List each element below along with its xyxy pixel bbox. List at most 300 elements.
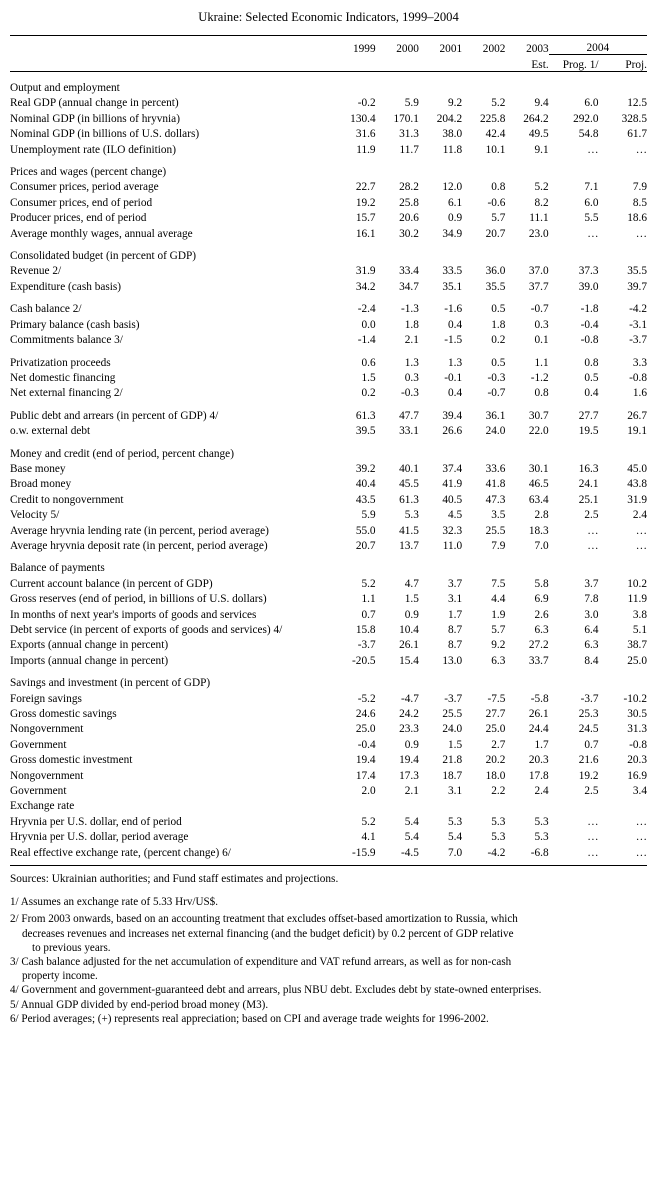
row-value: 35.5: [485, 280, 506, 293]
row-value: -0.4: [357, 738, 376, 751]
row-value: 6.3: [534, 624, 549, 636]
row-value: 7.9: [632, 181, 647, 194]
table-section-header: [10, 447, 647, 462]
row-value: 34.2: [355, 280, 376, 293]
section-blank-cell: [505, 676, 548, 691]
row-value: 31.3: [627, 723, 647, 736]
row-value: 2.4: [534, 785, 549, 798]
row-value: 19.2: [355, 196, 376, 209]
row-value: 0.4: [448, 387, 463, 400]
row-value: 23.0: [528, 227, 549, 240]
row-value: 5.3: [404, 509, 419, 522]
row-value: 7.5: [491, 577, 506, 590]
row-value: 1.5: [404, 593, 419, 606]
section-blank-cell: [599, 165, 648, 180]
header-est-label: Est.: [531, 59, 549, 71]
row-value: 7.0: [448, 846, 463, 859]
section-blank-cell: [462, 676, 505, 691]
row-value: 9.2: [448, 97, 463, 110]
header-group-2004: 2004: [549, 38, 647, 55]
row-value: 3.7: [584, 577, 599, 590]
table-row: [10, 722, 647, 737]
header-row-sub: [10, 55, 647, 72]
row-value: 8.5: [632, 196, 647, 209]
row-value: 1.5: [448, 738, 463, 751]
row-value: 41.8: [485, 478, 506, 491]
row-value: …: [587, 846, 599, 859]
row-value: 30.7: [528, 409, 549, 422]
row-value: -2.4: [357, 303, 376, 316]
table-body: [10, 81, 647, 861]
row-value: 19.1: [627, 425, 647, 438]
row-label: Average hryvnia deposit rate (in percent, period average): [10, 539, 268, 552]
table-row: [10, 96, 647, 111]
row-label: Gross domestic savings: [10, 708, 117, 721]
row-value: 3.3: [632, 356, 647, 369]
table-row: [10, 577, 647, 592]
table-row: [10, 738, 647, 753]
table-section-header: [10, 165, 647, 180]
row-value: 5.2: [361, 815, 376, 828]
table-row: [10, 524, 647, 539]
row-value: 0.8: [534, 387, 549, 400]
section-blank-cell: [376, 249, 419, 264]
header-blank-2: [10, 55, 332, 72]
row-value: 9.2: [491, 639, 506, 652]
row-value: 17.3: [399, 769, 419, 782]
row-value: 26.7: [627, 409, 647, 422]
row-value: 16.9: [627, 769, 647, 782]
row-value: 17.4: [355, 769, 376, 782]
table-spacer: [10, 402, 647, 409]
row-value: -7.5: [487, 692, 506, 705]
row-value: -4.5: [400, 846, 419, 859]
header-year-2003: 2003: [526, 42, 549, 55]
row-value: 39.5: [355, 425, 376, 438]
row-value: 37.0: [528, 265, 549, 278]
section-blank-cell: [505, 165, 548, 180]
row-value: 0.0: [361, 318, 376, 331]
row-value: 4.4: [491, 593, 506, 606]
row-value: 43.8: [627, 478, 647, 491]
row-value: 0.1: [534, 334, 549, 347]
section-blank-cell: [419, 447, 462, 462]
row-value: 33.4: [399, 265, 419, 278]
section-blank-cell: [505, 561, 548, 576]
row-value: 16.1: [355, 227, 376, 240]
row-value: 20.3: [528, 754, 549, 767]
row-value: 3.0: [584, 608, 599, 621]
row-label: Cash balance 2/: [10, 303, 82, 316]
page-title: Ukraine: Selected Economic Indicators, 1999–2004: [198, 10, 459, 24]
row-value: 19.5: [578, 425, 599, 438]
row-value: …: [635, 815, 647, 828]
row-value: 6.1: [448, 196, 463, 209]
row-value: 36.1: [485, 409, 506, 422]
row-label: Hryvnia per U.S. dollar, period average: [10, 831, 189, 844]
row-value: 5.4: [404, 831, 419, 844]
row-value: 12.5: [627, 97, 647, 110]
row-label: In months of next year's imports of goods and services: [10, 608, 257, 621]
row-value: 4.5: [448, 509, 463, 522]
row-value: 6.0: [584, 196, 599, 209]
row-value: 6.0: [584, 97, 599, 110]
row-value: 10.2: [627, 577, 647, 590]
row-label: Public debt and arrears (in percent of GDP) 4/: [10, 409, 219, 422]
row-value: 7.0: [534, 539, 549, 552]
row-value: 31.3: [399, 128, 419, 141]
row-value: 55.0: [355, 524, 376, 537]
row-value: 5.3: [491, 815, 506, 828]
table-row: [10, 707, 647, 722]
row-value: -4.2: [629, 303, 647, 316]
row-label: Nominal GDP (in billions of U.S. dollars): [10, 128, 200, 141]
row-value: 10.1: [485, 143, 506, 156]
row-value: 13.0: [442, 654, 463, 667]
row-value: 25.1: [578, 493, 599, 506]
section-blank-cell: [505, 81, 548, 96]
row-value: …: [587, 524, 599, 537]
table-row: [10, 227, 647, 242]
row-value: …: [587, 831, 599, 844]
row-value: 2.5: [584, 785, 599, 798]
row-value: 41.9: [442, 478, 463, 491]
section-blank-cell: [376, 81, 419, 96]
indicators-table: [10, 35, 647, 861]
row-value: -3.1: [629, 318, 647, 331]
row-value: 5.5: [584, 212, 599, 225]
section-blank-cell: [376, 561, 419, 576]
row-label: Velocity 5/: [10, 509, 60, 522]
row-value: -0.8: [629, 738, 647, 751]
row-value: 8.7: [448, 639, 463, 652]
section-blank-cell: [419, 676, 462, 691]
footnote-line: 5/ Annual GDP divided by end-period broad money (M3).: [10, 998, 269, 1011]
row-value: 1.5: [361, 371, 376, 384]
row-value: 6.3: [491, 654, 506, 667]
row-value: 0.8: [584, 356, 599, 369]
row-value: 40.5: [442, 493, 463, 506]
row-value: -0.3: [400, 387, 419, 400]
table-spacer: [10, 440, 647, 447]
row-value: 5.9: [404, 97, 419, 110]
table-row: [10, 424, 647, 439]
row-value: 1.1: [534, 356, 549, 369]
row-value: 5.3: [534, 831, 549, 844]
row-value: 21.6: [578, 754, 599, 767]
table-section-header: [10, 676, 647, 691]
row-value: -3.7: [444, 692, 463, 705]
row-value: -3.7: [580, 692, 599, 705]
row-label: Nominal GDP (in billions of hryvnia): [10, 112, 180, 125]
table-row: [10, 539, 647, 554]
row-label: Nongovernment: [10, 769, 84, 782]
row-value: 3.8: [632, 608, 647, 621]
section-blank-cell: [505, 249, 548, 264]
header-year-2001: 2001: [439, 42, 463, 55]
row-value: 47.7: [399, 409, 419, 422]
row-value: 8.4: [584, 654, 599, 667]
row-value: …: [587, 539, 599, 552]
row-value: -5.8: [530, 692, 549, 705]
row-value: 25.5: [485, 524, 506, 537]
row-value: …: [635, 143, 647, 156]
section-blank-cell: [549, 561, 599, 576]
table-row: [10, 409, 647, 424]
section-blank-cell: [599, 81, 648, 96]
table-row: [10, 477, 647, 492]
table-row: [10, 196, 647, 211]
section-blank-cell: [549, 165, 599, 180]
row-value: 9.4: [534, 97, 549, 110]
row-value: 11.8: [442, 143, 463, 156]
sources-note: Sources: Ukrainian authorities; and Fund staff estimates and projections.: [10, 873, 339, 886]
row-value: -0.8: [629, 371, 647, 384]
table-row: [10, 143, 647, 158]
row-value: -3.7: [357, 639, 376, 652]
section-blank-cell: [599, 249, 648, 264]
row-value: 37.7: [528, 280, 549, 293]
table-spacer: [10, 554, 647, 561]
row-value: …: [635, 539, 647, 552]
row-value: 31.9: [355, 265, 376, 278]
table-row: [10, 386, 647, 401]
row-label: Hryvnia per U.S. dollar, end of period: [10, 815, 182, 828]
row-label: Revenue 2/: [10, 265, 62, 278]
row-value: 5.3: [448, 815, 463, 828]
table-row: [10, 180, 647, 195]
row-value: 24.5: [578, 723, 599, 736]
section-blank-cell: [599, 447, 648, 462]
row-value: 19.4: [399, 754, 419, 767]
row-label: Producer prices, end of period: [10, 212, 147, 225]
row-value: 33.1: [399, 425, 419, 438]
row-value: 36.0: [485, 265, 506, 278]
row-value: 4.1: [361, 831, 376, 844]
section-label: Prices and wages (percent change): [10, 166, 167, 179]
row-value: -1.4: [357, 334, 376, 347]
row-value: 3.5: [491, 509, 506, 522]
table-row: [10, 830, 647, 845]
section-label: Exchange rate: [10, 800, 75, 813]
section-blank-cell: [599, 676, 648, 691]
row-value: -0.7: [487, 387, 506, 400]
row-value: 18.3: [528, 524, 549, 537]
table-row: [10, 769, 647, 784]
row-value: -1.6: [444, 303, 463, 316]
row-value: 170.1: [393, 112, 419, 125]
table-row: [10, 318, 647, 333]
table-row: [10, 462, 647, 477]
table-section-header: [10, 799, 647, 814]
row-value: …: [635, 227, 647, 240]
row-value: 5.3: [534, 815, 549, 828]
section-blank-cell: [376, 799, 419, 814]
section-blank-cell: [505, 447, 548, 462]
row-value: 328.5: [621, 112, 647, 125]
section-blank-cell: [376, 447, 419, 462]
row-label: Base money: [10, 462, 66, 475]
row-value: 24.1: [578, 478, 599, 491]
row-value: 5.7: [491, 624, 506, 636]
row-value: 39.4: [442, 409, 463, 422]
table-row: [10, 493, 647, 508]
section-blank-cell: [419, 561, 462, 576]
row-value: 24.0: [442, 723, 463, 736]
row-value: 0.5: [491, 356, 506, 369]
section-blank-cell: [376, 165, 419, 180]
row-value: 25.0: [627, 654, 647, 667]
row-value: 22.0: [528, 425, 549, 438]
row-value: 5.2: [534, 181, 549, 194]
row-value: 39.7: [627, 280, 647, 293]
row-value: 7.9: [491, 539, 506, 552]
row-label: Debt service (in percent of exports of goods and services) 4/: [10, 624, 283, 636]
row-value: -0.4: [580, 318, 599, 331]
row-value: 19.2: [578, 769, 599, 782]
row-value: 1.6: [632, 387, 647, 400]
row-label: Average monthly wages, annual average: [10, 227, 193, 240]
footnote-line: 3/ Cash balance adjusted for the net accumulation of expenditure and VAT refund arrears, as well as for non-cash: [10, 955, 512, 968]
row-value: 63.4: [528, 493, 549, 506]
row-value: 12.0: [442, 181, 463, 194]
row-value: 2.2: [491, 785, 506, 798]
section-blank-cell: [599, 799, 648, 814]
row-value: 7.1: [584, 181, 599, 194]
row-label: Current account balance (in percent of GDP): [10, 577, 213, 590]
row-value: 292.0: [573, 112, 599, 125]
row-value: 13.7: [399, 539, 419, 552]
table-row: [10, 302, 647, 317]
row-value: -4.7: [400, 692, 419, 705]
table-row: [10, 815, 647, 830]
table-row: [10, 692, 647, 707]
header-year-1999: 1999: [353, 42, 376, 55]
section-blank-cell: [462, 561, 505, 576]
row-value: 6.4: [584, 624, 599, 636]
row-value: 11.9: [627, 593, 647, 606]
row-value: 61.7: [627, 128, 647, 141]
table-row: [10, 211, 647, 226]
row-value: 15.4: [399, 654, 419, 667]
section-blank-cell: [599, 561, 648, 576]
row-value: 20.2: [485, 754, 506, 767]
row-value: 264.2: [523, 112, 549, 125]
row-value: -1.3: [400, 303, 419, 316]
row-value: 0.7: [584, 738, 599, 751]
row-label: Nongovernment: [10, 723, 84, 736]
row-value: 3.1: [448, 785, 463, 798]
section-blank-cell: [549, 799, 599, 814]
section-label: Balance of payments: [10, 562, 105, 575]
section-blank-cell: [549, 81, 599, 96]
row-value: 0.5: [491, 303, 506, 316]
table-row: [10, 127, 647, 142]
row-value: -0.6: [487, 196, 506, 209]
table-row: [10, 638, 647, 653]
row-value: 0.9: [404, 738, 419, 751]
footnote-line: 4/ Government and government-guaranteed debt and arrears, plus NBU debt. Excludes debt by state-owned enterprises.: [10, 984, 542, 997]
section-label: Output and employment: [10, 82, 120, 94]
row-value: 34.7: [399, 280, 419, 293]
row-value: 37.3: [578, 265, 599, 278]
table-spacer: [10, 669, 647, 676]
row-value: 3.7: [448, 577, 463, 590]
row-value: 34.9: [442, 227, 463, 240]
row-value: 1.3: [404, 356, 419, 369]
row-value: 5.9: [361, 509, 376, 522]
row-label: o.w. external debt: [10, 425, 91, 438]
row-value: 7.8: [584, 593, 599, 606]
row-value: 26.1: [399, 639, 419, 652]
section-blank-cell: [332, 249, 375, 264]
section-blank-cell: [376, 676, 419, 691]
row-value: 33.5: [442, 265, 463, 278]
row-value: 38.7: [627, 639, 647, 652]
row-value: 0.2: [361, 387, 376, 400]
row-value: 24.4: [528, 723, 549, 736]
row-value: 0.6: [361, 356, 376, 369]
table-row: [10, 112, 647, 127]
row-value: …: [587, 143, 599, 156]
row-value: 0.9: [448, 212, 463, 225]
row-value: 204.2: [436, 112, 463, 125]
row-value: 130.4: [350, 112, 376, 125]
row-value: 30.5: [627, 708, 647, 721]
row-value: 43.5: [355, 493, 376, 506]
section-blank-cell: [419, 799, 462, 814]
footnote-line: 6/ Period averages; (+) represents real appreciation; based on CPI and average trade weights for 1996-2002.: [10, 1012, 489, 1025]
row-value: 21.8: [442, 754, 463, 767]
table-section-header: [10, 81, 647, 96]
row-value: 35.1: [442, 280, 463, 293]
row-value: 46.5: [528, 478, 549, 491]
row-value: 0.2: [491, 334, 506, 347]
row-value: 24.0: [485, 425, 506, 438]
row-value: 17.8: [528, 769, 549, 782]
row-label: Expenditure (cash basis): [10, 280, 122, 293]
section-blank-cell: [462, 799, 505, 814]
table-row: [10, 333, 647, 348]
row-value: 5.4: [404, 815, 419, 828]
row-value: 16.3: [578, 462, 599, 475]
row-value: 25.0: [355, 723, 376, 736]
row-value: 39.2: [355, 462, 376, 475]
table-spacer: [10, 349, 647, 356]
row-label: Commitments balance 3/: [10, 334, 123, 347]
row-value: 0.5: [584, 371, 599, 384]
row-value: 37.4: [442, 462, 463, 475]
row-value: 26.1: [528, 708, 549, 721]
section-blank-cell: [419, 81, 462, 96]
row-label: Consumer prices, period average: [10, 181, 159, 194]
row-label: Government: [10, 738, 67, 751]
section-label: Savings and investment (in percent of GDP): [10, 677, 211, 690]
row-value: -0.1: [444, 371, 463, 384]
row-value: 11.9: [356, 143, 376, 156]
row-value: 6.9: [534, 593, 549, 606]
section-blank-cell: [462, 447, 505, 462]
row-label: Gross reserves (end of period, in billions of U.S. dollars): [10, 593, 267, 606]
row-value: 25.8: [399, 196, 419, 209]
section-blank-cell: [332, 81, 375, 96]
row-value: …: [635, 846, 647, 859]
row-value: 61.3: [355, 409, 376, 422]
row-value: -1.2: [530, 371, 549, 384]
row-value: 2.4: [632, 509, 647, 522]
footnote-line: decreases revenues and increases net external financing (and the budget deficit) by 0.2 percent of GDP relative: [22, 927, 514, 940]
section-blank-cell: [462, 249, 505, 264]
